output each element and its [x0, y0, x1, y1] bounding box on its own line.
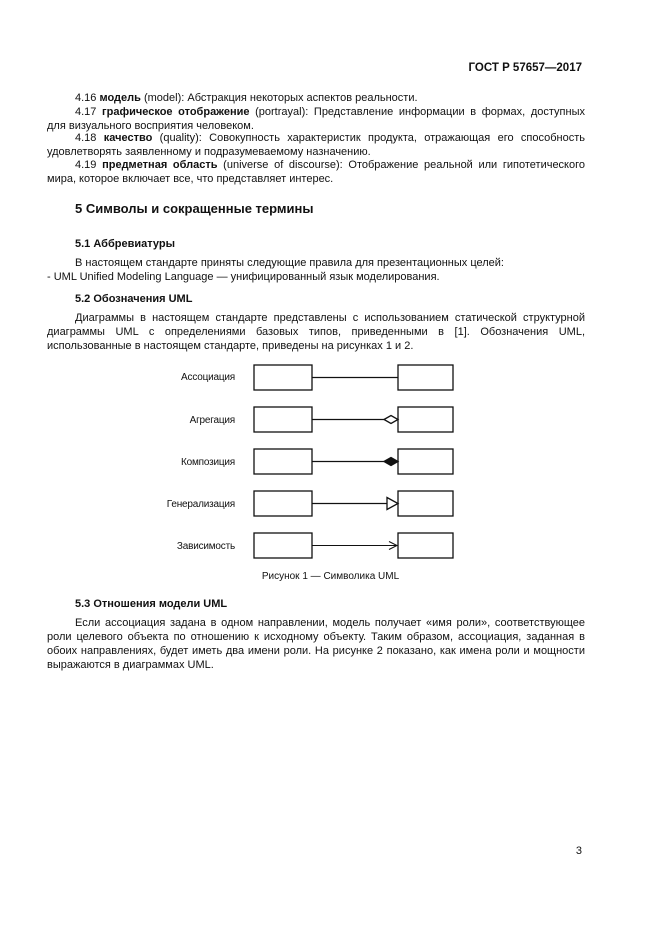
term-number: 4.17	[75, 106, 97, 118]
section-5-1-item: - UML Unified Modeling Language — унифицированный язык моделирования.	[47, 271, 440, 283]
filled-diamond-icon	[384, 458, 398, 466]
term-name: графическое отображение	[102, 106, 250, 118]
section-5-2-title: 5.2 Обозначения UML	[75, 293, 193, 305]
term-definition: (portrayal): Представление информации в формах, доступных для визуального восприятия человеком.	[47, 106, 585, 132]
aggregation-target-box	[398, 407, 453, 432]
label-aggregation: Агрегация	[189, 415, 235, 426]
composition-target-box	[398, 449, 453, 474]
term-number: 4.19	[75, 159, 97, 171]
label-association: Ассоциация	[181, 372, 235, 383]
section-5-2-text: Диаграммы в настоящем стандарте представлены с использованием статической структурной диаграммы UML с определениями базовых типов, приведенными в [1]. Обозначения UML, использованные в настоящем стандарте, приведены на рисунках 1 и 2.	[47, 312, 585, 352]
association-source-box	[254, 365, 312, 390]
hollow-diamond-icon	[384, 416, 398, 424]
composition-source-box	[254, 449, 312, 474]
generalization-source-box	[254, 491, 312, 516]
association-target-box	[398, 365, 453, 390]
label-composition: Композиция	[180, 457, 235, 468]
section-5-1-title: 5.1 Аббревиатуры	[75, 238, 175, 250]
hollow-triangle-icon	[387, 498, 398, 510]
figure-1-caption: Рисунок 1 — Символика UML	[261, 571, 400, 582]
dependency-source-box	[254, 533, 312, 558]
label-generalization: Генерализация	[166, 499, 235, 510]
term-definition: (quality): Совокупность характеристик продукта, отражающая его способность удовлетворять заявленному и подразумеваемому назначению.	[47, 132, 585, 158]
term-number: 4.16	[75, 92, 97, 104]
section-5-3-title: 5.3 Отношения модели UML	[75, 598, 228, 610]
label-dependency: Зависимость	[176, 541, 235, 552]
term-name: качество	[103, 132, 153, 144]
term-definition: (universe of discourse): Отображение реальной или гипотетического мира, которое включает все, что представляет интерес.	[47, 159, 585, 185]
section-5-title: 5 Символы и сокращенные термины	[75, 201, 314, 216]
aggregation-source-box	[254, 407, 312, 432]
term-definition: (model): Абстракция некоторых аспектов реальности.	[140, 92, 418, 104]
document-id: ГОСТ Р 57657—2017	[468, 62, 582, 74]
page-number: 3	[575, 845, 582, 857]
generalization-target-box	[398, 491, 453, 516]
section-5-1-text: В настоящем стандарте приняты следующие правила для презентационных целей:	[75, 257, 504, 269]
term-name: модель	[99, 92, 141, 104]
section-5-3-text: Если ассоциация задана в одном направлении, модель получает «имя роли», соответствующее роли целевого объекта по отношению к исходному объекту. Таким образом, ассоциация, заданная в обоих направлениях, будет иметь два имени роли. На рисунке 2 показано, как имена роли и мощности выражаются в диаграммах UML.	[47, 617, 585, 671]
term-name: предметная область	[102, 159, 218, 171]
dependency-target-box	[398, 533, 453, 558]
term-number: 4.18	[75, 132, 97, 144]
